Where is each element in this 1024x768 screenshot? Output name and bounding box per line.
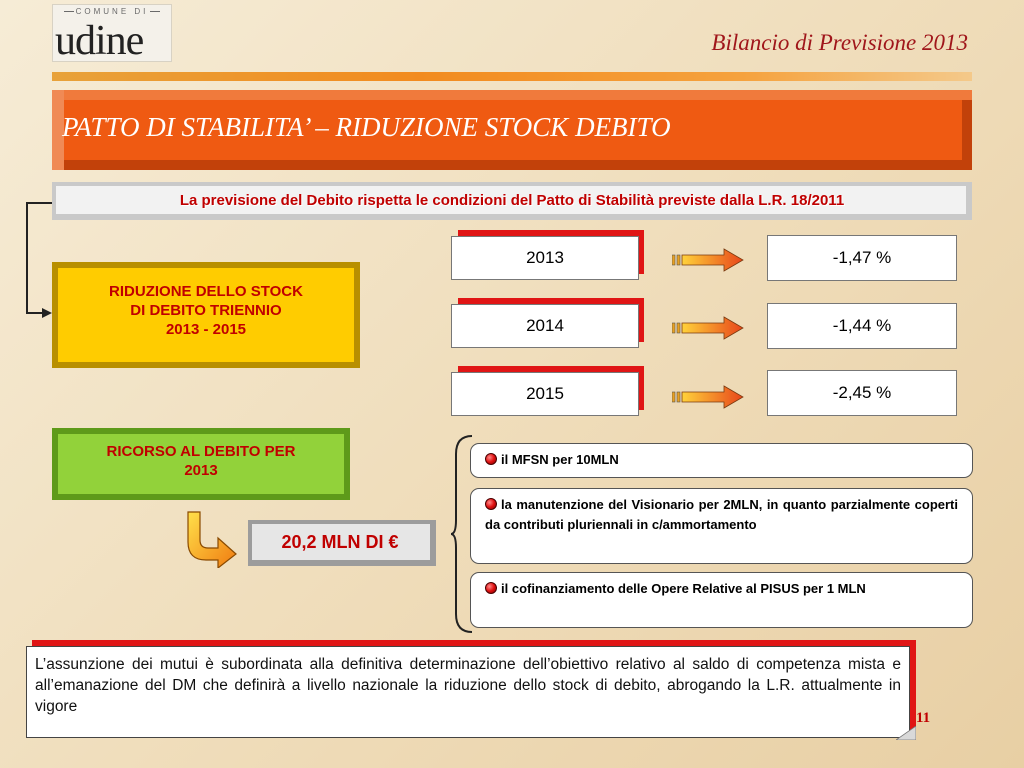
right-arrow-icon [672, 384, 744, 410]
bullet-dot-icon [485, 498, 497, 510]
page-number: 11 [916, 710, 931, 726]
bullet-item: il MFSN per 10MLN [470, 443, 973, 478]
page-curl-icon [896, 726, 916, 740]
debt-recourse-label-line1: RICORSO AL DEBITO PER [106, 443, 296, 460]
header-title: Bilancio di Previsione 2013 [711, 30, 968, 55]
logo-wordmark: udine [55, 18, 144, 62]
comune-di-udine-logo [52, 4, 172, 62]
right-arrow-icon [672, 247, 744, 273]
value-box-2013: -1,47 % [767, 235, 957, 281]
reduction-label [58, 282, 354, 339]
bullet-dot-icon [485, 582, 497, 594]
value-box-2015: -2,45 % [767, 370, 957, 416]
debt-amount: 20,2 MLN DI € [281, 532, 399, 552]
year-box-2013: 2013 [451, 236, 639, 280]
bullet-item: la manutenzione del Visionario per 2MLN, in quanto parzialmente coperti da contributi pluriennali in c/ammortamento [470, 488, 973, 564]
connector-line-vertical [26, 202, 28, 314]
reduction-label-line3: 2013 - 2015 [165, 321, 247, 338]
header-rule [52, 72, 972, 81]
debt-recourse-label-line2: 2013 [184, 462, 218, 479]
year-box-2014: 2014 [451, 304, 639, 348]
reduction-label-line1: RIDUZIONE DELLO STOCK [109, 283, 303, 300]
curved-down-right-arrow-icon [184, 510, 238, 568]
subtitle-text: La previsione del Debito rispetta le condizioni del Patto di Stabilità previste dalla L.R. 18/2011 [179, 192, 845, 209]
bullet-item: il cofinanziamento delle Opere Relative al PISUS per 1 MLN [470, 572, 973, 628]
note-box: L’assunzione dei mutui è subordinata alla definitiva determinazione dell’obiettivo relativo al saldo di competenza mista e all’emanazione del DM che definirà a livello nazionale la riduzione dello stock di debito, abrogando la L.R. attualmente in vigore [26, 646, 910, 738]
debt-recourse-label [58, 442, 344, 480]
reduction-label-line2: DI DEBITO TRIENNIO [130, 302, 282, 319]
value-box-2014: -1,44 % [767, 303, 957, 349]
logo-top-text: COMUNE DI [53, 7, 171, 16]
connector-arrowhead-icon [42, 308, 52, 318]
right-arrow-icon [672, 315, 744, 341]
slide-title: PATTO DI STABILITA’ – RIDUZIONE STOCK DEBITO [62, 112, 671, 142]
connector-line-top [26, 202, 52, 204]
year-box-2015: 2015 [451, 372, 639, 416]
bullet-dot-icon [485, 453, 497, 465]
